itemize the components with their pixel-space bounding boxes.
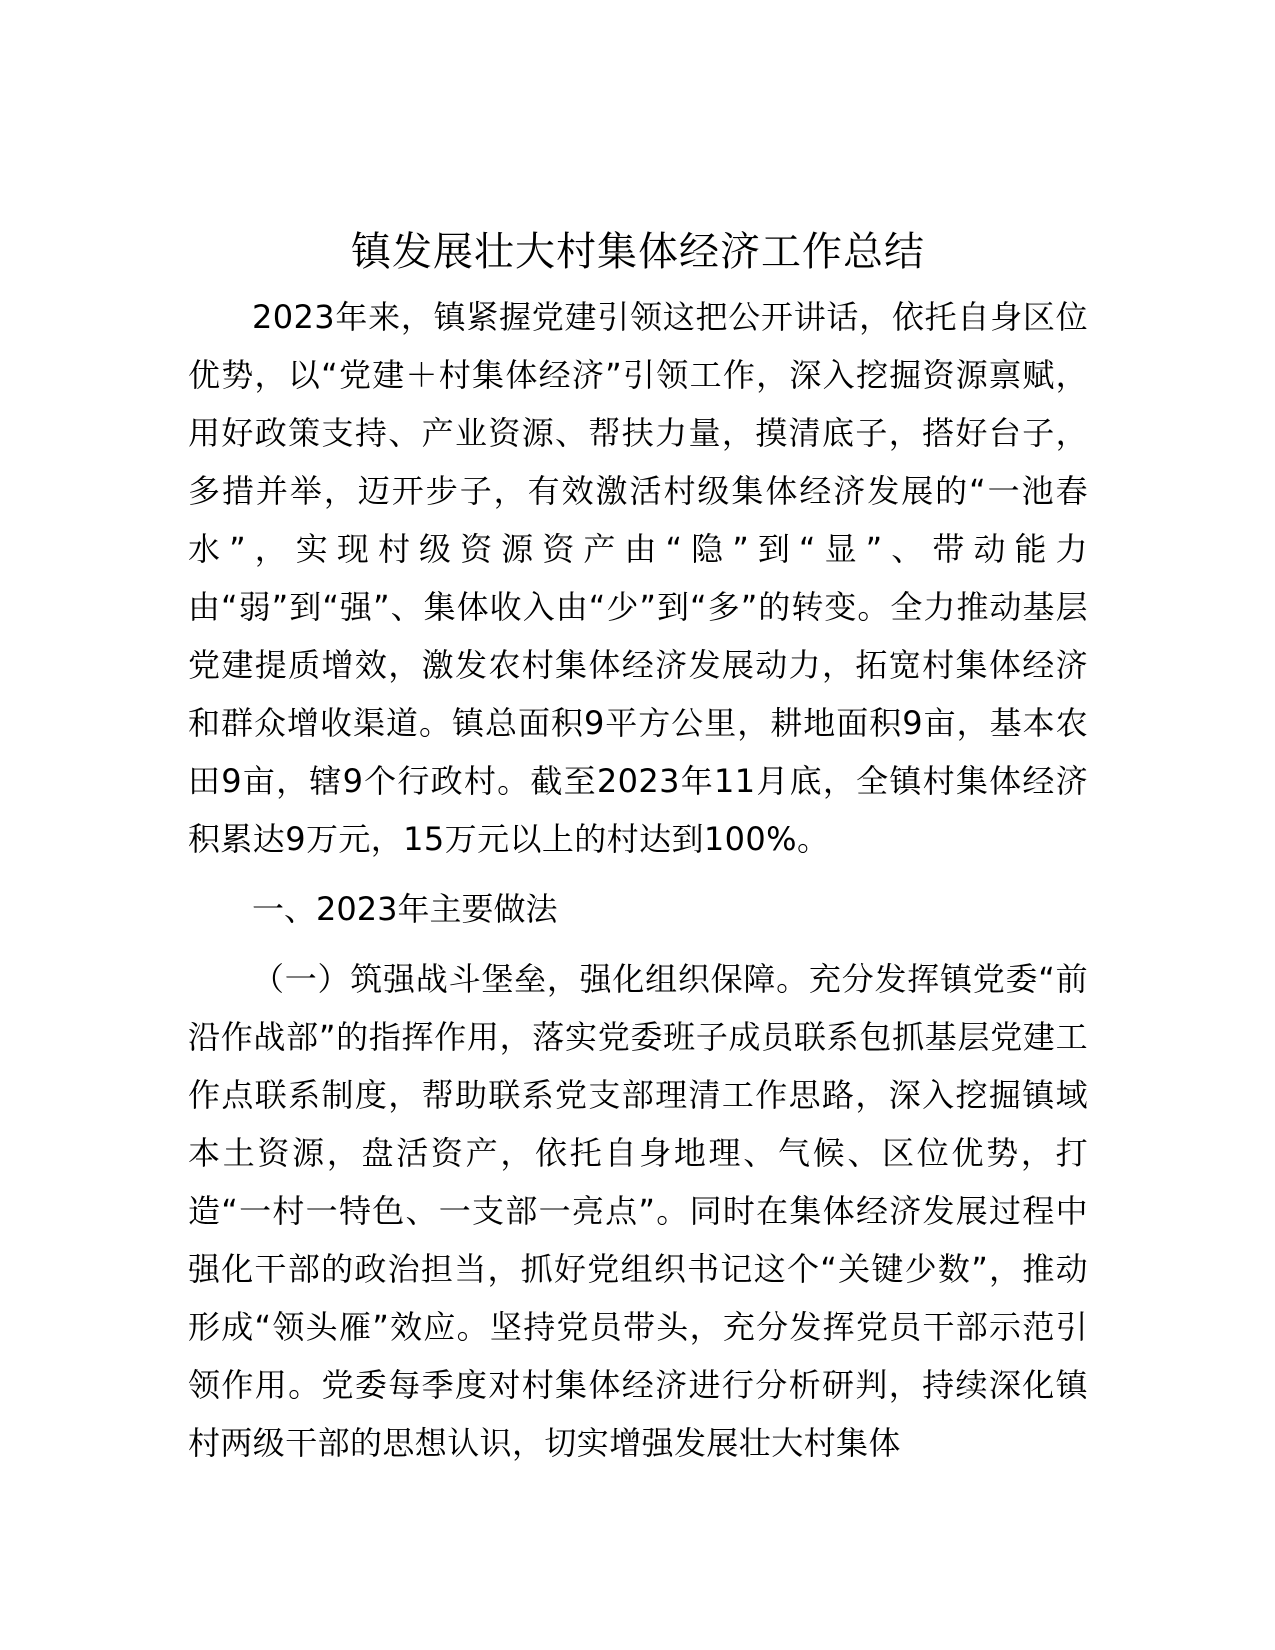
section-heading: 一、2023年主要做法 (252, 890, 558, 928)
document-body (188, 222, 1088, 1472)
section-paragraph: （一）筑强战斗堡垒，强化组织保障。充分发挥镇党委“前沿作战部”的指挥作用，落实党委班子成员联系包抓基层党建工作点联系制度，帮助联系党支部理清工作思路，深入挖掘镇域本土资源，盘活资产，依托自身地理、气候、区位优势，打造“一村一特色、一支部一亮点”。同时在集体经济发展过程中强化干部的政治担当，抓好党组织书记这个“关键少数”，推动形成“领头雁”效应。坚持党员带头，充分发挥党员干部示范引领作用。党委每季度对村集体经济进行分析研判，持续深化镇村两级干部的思想认识，切实增强发展壮大村集体 (188, 960, 1088, 1462)
intro-paragraph: 2023年来，镇紧握党建引领这把公开讲话，依托自身区位优势，以“党建＋村集体经济”引领工作，深入挖掘资源禀赋，用好政策支持、产业资源、帮扶力量，摸清底子，搭好台子，多措并举，迈开步子，有效激活村级集体经济发展的“一池春水”，实现村级资源资产由“隐”到“显”、带动能力由“弱”到“强”、集体收入由“少”到“多”的转变。全力推动基层党建提质增效，激发农村集体经济发展动力，拓宽村集体经济和群众增收渠道。镇总面积9平方公里，耕地面积9亩，基本农田9亩，辖9个行政村。截至2023年11月底，全镇村集体经济积累达9万元，15万元以上的村达到100%。 (188, 298, 1088, 858)
document-title: 镇发展壮大村集体经济工作总结 (351, 229, 925, 275)
